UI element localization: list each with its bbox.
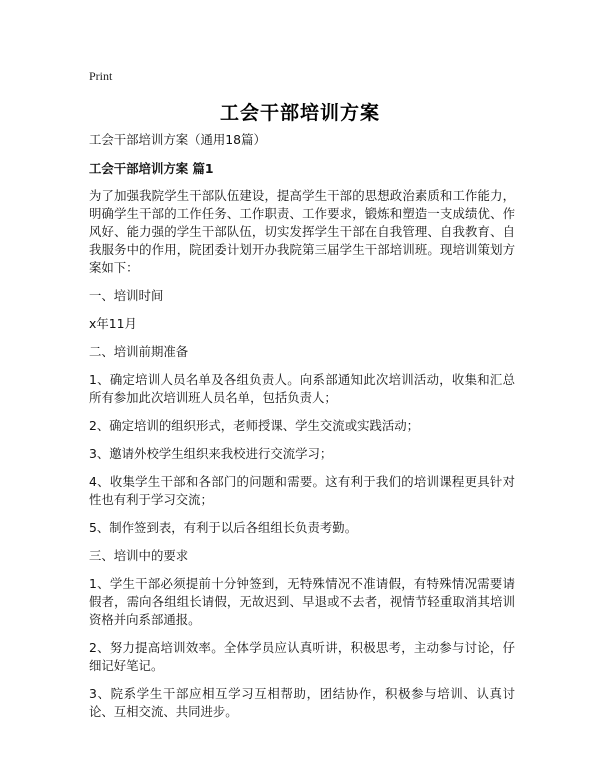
prep-item-5: 5、制作签到表，有利于以后各组组长负责考勤。: [89, 520, 358, 535]
prep-item-2: 2、确定培训的组织形式，老师授课、学生交流或实践活动；: [89, 418, 420, 433]
heading-requirements: 三、培训中的要求: [89, 548, 189, 563]
prep-item-4: 4、收集学生干部和各部门的问题和需要。这有利于我们的培训课程更具针对性也有利于学习交流；: [89, 474, 515, 507]
document-subtitle: 工会干部培训方案（通用18篇）: [89, 132, 266, 147]
requirement-item-3: 3、院系学生干部应相互学习互相帮助，团结协作，积极参与培训、认真讨论、互相交流、共同进步。: [89, 686, 515, 719]
prep-item-3: 3、邀请外校学生组织来我校进行交流学习；: [89, 446, 333, 461]
document-title: 工会干部培训方案: [219, 102, 380, 124]
requirement-item-2: 2、努力提高培训效率。全体学员应认真听讲，积极思考，主动参与讨论，仔细记好笔记。: [89, 640, 515, 673]
requirement-item-1: 1、学生干部必须提前十分钟签到，无特殊情况不准请假，有特殊情况需要请假者，需向各组组长请假，无故迟到、早退或不去者，视情节轻重取消其培训资格并向系部通报。: [89, 576, 515, 627]
prep-item-1: 1、确定培训人员名单及各组负责人。向系部通知此次培训活动，收集和汇总所有参加此次培训班人员名单，包括负责人；: [89, 372, 515, 405]
print-label: Print: [89, 69, 113, 83]
section-title: 工会干部培训方案 篇1: [89, 161, 214, 176]
heading-training-time: 一、培训时间: [89, 288, 164, 303]
intro-paragraph: 为了加强我院学生干部队伍建设，提高学生干部的思想政治素质和工作能力，明确学生干部的工作任务、工作职责、工作要求，锻炼和塑造一支成绩优、作风好、能力强的学生干部队伍，切实发挥学生干部在自我管理、自我教育、自我服务中的作用，院团委计划开办我院第三届学生干部培训班。现培训策划方案如下：: [89, 188, 515, 275]
document-body: [89, 131, 515, 731]
training-date: x年11月: [89, 316, 137, 331]
heading-preparation: 二、培训前期准备: [89, 344, 189, 359]
